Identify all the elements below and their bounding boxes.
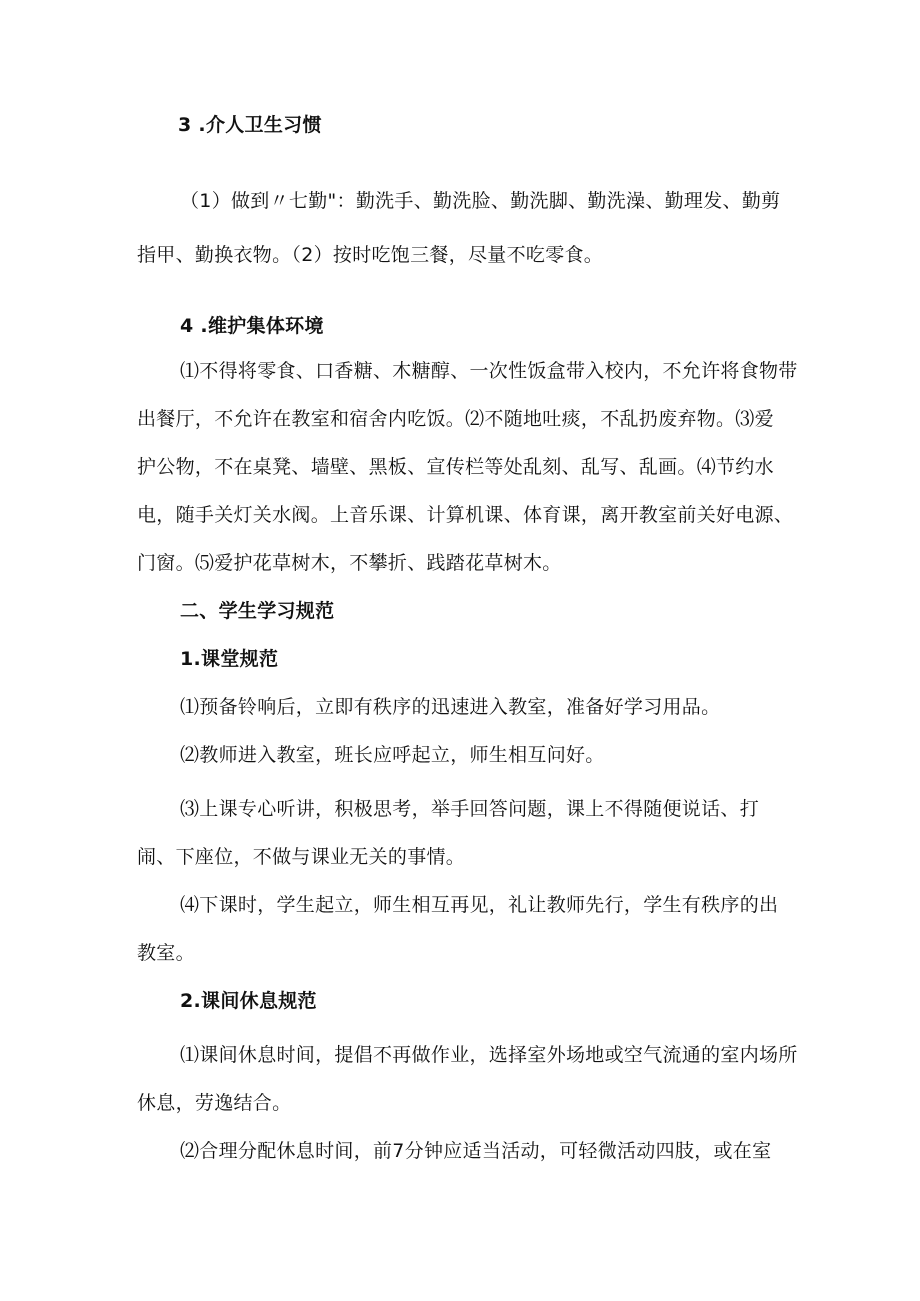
section-heading-classroom: 1.课堂规范 (180, 648, 279, 670)
paragraph-line: 电，随手关灯关水阀。上音乐课、计算机课、体育课，离开教室前关好电源、 (137, 504, 794, 526)
paragraph-line: ⑴预备铃响后，立即有秩序的迅速进入教室，准备好学习用品。 (180, 696, 721, 718)
paragraph-line: 指甲、勤换衣物。（2）按时吃饱三餐，尽量不吃零食。 (137, 244, 604, 266)
paragraph-line: 门窗。⑸爱护花草树木，不攀折、践踏花草树木。 (137, 552, 562, 574)
paragraph-line: （1）做到〃七勤"：勤洗手、勤洗脸、勤洗脚、勤洗澡、勤理发、勤剪 (180, 190, 781, 212)
section-heading-personal-hygiene: 3 .介人卫生习惯 (178, 114, 322, 136)
paragraph-line: ⑶上课专心听讲，积极思考，举手回答问题，课上不得随便说话、打 (180, 798, 760, 820)
paragraph-line: ⑵合理分配休息时间，前7分钟应适当活动，可轻微活动四肢，或在室 (180, 1140, 772, 1162)
section-heading-recess: 2.课间休息规范 (180, 990, 317, 1012)
paragraph-line: 休息，劳逸结合。 (137, 1092, 292, 1114)
paragraph-line: 出餐厅，不允许在教室和宿舍内吃饭。⑵不随地吐痰，不乱扔废弃物。⑶爱 (137, 408, 774, 430)
paragraph-line: ⑷下课时，学生起立，师生相互再见，礼让教师先行，学生有秩序的出 (180, 894, 779, 916)
paragraph-line: ⑴课间休息时间，提倡不再做作业，选择室外场地或空气流通的室内场所 (180, 1044, 798, 1066)
paragraph-line: 闹、下座位，不做与课业无关的事情。 (137, 846, 466, 868)
chapter-heading-study-norms: 二、学生学习规范 (180, 600, 335, 622)
paragraph-line: 护公物，不在桌凳、墙壁、黑板、宣传栏等处乱刻、乱写、乱画。⑷节约水 (137, 456, 774, 478)
paragraph-line: ⑴不得将零食、口香糖、木糖醇、一次性饭盒带入校内，不允许将食物带 (180, 360, 798, 382)
section-heading-collective-environment: 4 .维护集体环境 (180, 315, 324, 337)
paragraph-line: ⑵教师进入教室，班长应呼起立，师生相互问好。 (180, 744, 605, 766)
paragraph-line: 教室。 (137, 942, 195, 964)
